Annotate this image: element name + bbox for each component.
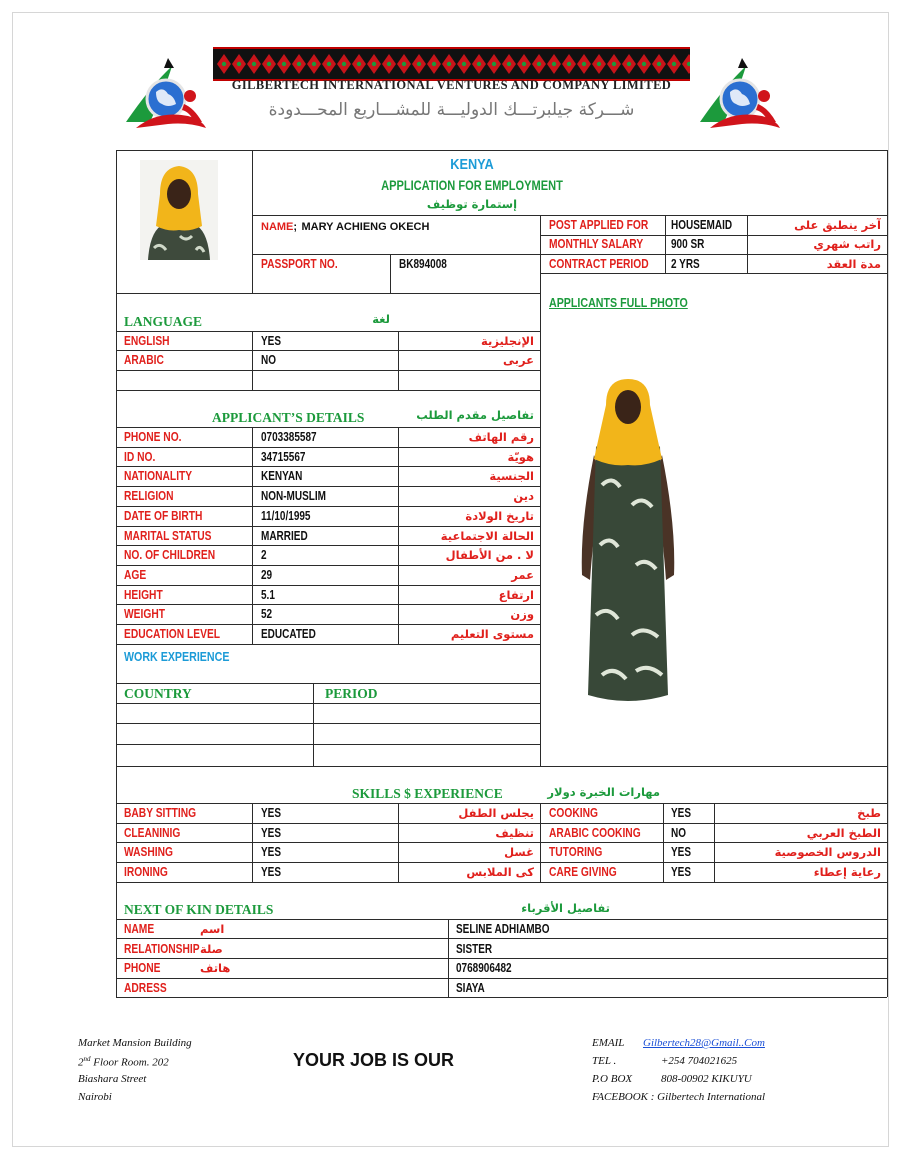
col-line [390, 254, 391, 293]
applicant-row-value: 5.1 [261, 587, 275, 602]
applicant-row-value: NON-MUSLIM [261, 489, 326, 504]
skill-label: IRONING [124, 865, 168, 880]
skill-value: YES [261, 845, 282, 860]
skill-value: YES [671, 865, 692, 880]
applicant-row-value: EDUCATED [261, 627, 316, 641]
banner-dot [597, 62, 601, 66]
skill-value: YES [261, 865, 282, 880]
applicant-row-ar: رقم الهاتف [468, 430, 534, 444]
banner-dot [657, 62, 661, 66]
banner-dot [297, 62, 301, 66]
row-line [116, 370, 540, 371]
banner-dot [567, 62, 571, 66]
skill-label: TUTORING [549, 845, 603, 860]
skill-value: YES [261, 825, 282, 840]
skill-ar: الدروس الخصوصية [774, 845, 881, 860]
footer-email-link[interactable]: Gilbertech28@Gmail..Com [643, 1037, 765, 1049]
company-logo-right [692, 52, 782, 137]
banner-dot [417, 62, 421, 66]
col-line [252, 331, 253, 390]
applicant-row-value: KENYAN [261, 469, 303, 484]
footer-address-1: Market Mansion Building [78, 1037, 192, 1049]
country-heading: KENYA [450, 156, 494, 173]
photo-box-right [252, 150, 253, 293]
kin-row-value: SISTER [456, 941, 493, 956]
banner-dot [342, 62, 346, 66]
name-label: NAME [261, 221, 294, 233]
skill-value: NO [671, 825, 686, 840]
language-row-value: NO [261, 353, 276, 367]
skill-value: YES [671, 845, 692, 860]
language-row-ar: عربى [503, 353, 534, 367]
skill-ar: تنظيف [495, 825, 534, 840]
skill-label: ARABIC COOKING [549, 825, 641, 840]
language-row-label: ARABIC [124, 353, 164, 367]
row-line [116, 723, 540, 724]
applicant-row-label: HEIGHT [124, 587, 163, 602]
kin-row-label: NAME [124, 922, 155, 936]
applicant-row-label: EDUCATION LEVEL [124, 627, 221, 641]
applicant-title: APPLICANT’S DETAILS [212, 410, 365, 425]
skill-ar: رعاية إعطاء [813, 865, 881, 880]
applicant-row-label: MARITAL STATUS [124, 528, 212, 543]
skills-title-ar: مهارات الخبرة دولار [547, 785, 660, 799]
applicant-row-value: 2 [261, 548, 267, 563]
skill-ar: غسل [504, 845, 534, 860]
col-line [540, 803, 541, 882]
applicant-row-label: NATIONALITY [124, 469, 193, 484]
contract-value: 2 YRS [671, 257, 700, 271]
kin-row-ar [200, 979, 246, 998]
banner-dot [462, 62, 466, 66]
applicant-row-label: AGE [124, 567, 147, 582]
language-title: LANGUAGE [124, 314, 203, 329]
applicant-row-value: MARRIED [261, 528, 308, 543]
col-line [663, 803, 664, 882]
applicant-row-ar: الجنسية [489, 469, 534, 484]
applicant-row-label: DATE OF BIRTH [124, 508, 203, 523]
photo-box-top [116, 150, 252, 151]
skill-label: COOKING [549, 806, 598, 820]
applicant-row-label: ID NO. [124, 449, 156, 464]
applicant-row-value: 0703385587 [261, 430, 317, 444]
kin-row-label: PHONE [124, 961, 161, 976]
kin-title-ar: تفاصيل الأقرباء [521, 901, 610, 915]
kin-row-ar: هاتف [200, 961, 231, 976]
applicant-row-ar: دين [513, 489, 534, 504]
skill-label: CARE GIVING [549, 865, 617, 880]
footer-pobox-label: P.O BOX [592, 1073, 633, 1085]
contract-ar: مدة العقد [826, 257, 881, 271]
applicant-row-label: PHONE NO. [124, 430, 182, 444]
work-period-header: PERIOD [325, 686, 378, 701]
table-border-left [116, 150, 117, 997]
post-value: HOUSEMAID [671, 218, 733, 232]
col-line [313, 683, 314, 766]
banner-dot [507, 62, 511, 66]
skill-ar: الطبخ العربي [806, 825, 881, 840]
language-row-value: YES [261, 334, 282, 348]
banner-dot [612, 62, 616, 66]
salary-value: 900 SR [671, 237, 705, 251]
post-ar: آخر ينطبق على [794, 218, 881, 232]
applicant-full-photo [572, 375, 684, 705]
banner-dot [357, 62, 361, 66]
col-line [540, 215, 541, 766]
applicant-row-ar: لا . من الأطفال [445, 548, 534, 563]
col-line [398, 803, 399, 882]
company-logo-left [118, 52, 208, 137]
skill-label: WASHING [124, 845, 173, 860]
skill-label: CLEANINIG [124, 825, 181, 840]
applicant-row-value: 52 [261, 607, 273, 622]
banner-dot [327, 62, 331, 66]
language-row-ar: الإنجليزية [481, 334, 534, 348]
banner-dot [492, 62, 496, 66]
skill-value: YES [671, 806, 692, 820]
banner-dot [642, 62, 646, 66]
banner-dot [627, 62, 631, 66]
footer-motto: YOUR JOB IS OUR [293, 1050, 455, 1070]
col-line [448, 919, 449, 997]
row-line [116, 293, 540, 294]
contract-label: CONTRACT PERIOD [549, 257, 649, 271]
kin-title: NEXT OF KIN DETAILS [124, 902, 274, 917]
kin-row-ar: صلة [200, 941, 223, 956]
banner-dot [432, 62, 436, 66]
applicant-row-ar: الحالة الاجتماعية [440, 528, 534, 543]
skills-title: SKILLS $ EXPERIENCE [352, 786, 503, 801]
footer-email-label: EMAIL [592, 1037, 625, 1049]
applicant-row-ar: ارتفاع [498, 587, 534, 602]
table-border-right [887, 150, 888, 997]
row-line [116, 744, 540, 745]
row-line [116, 644, 540, 645]
col-line [398, 427, 399, 645]
applicant-row-label: RELIGION [124, 489, 174, 504]
banner-dot [237, 62, 241, 66]
footer-tel-value: +254 704021625 [661, 1055, 738, 1067]
passport-value: BK894008 [399, 257, 447, 271]
name-value: MARY ACHIENG OKECH [301, 221, 430, 233]
kin-row-value: SELINE ADHIAMBO [456, 922, 550, 936]
col-line [252, 803, 253, 882]
col-line [714, 803, 715, 882]
company-name-en: GILBERTECH INTERNATIONAL VENTURES AND COMPANY LIMITED [231, 78, 672, 92]
banner-dot [372, 62, 376, 66]
applicant-row-label: NO. OF CHILDREN [124, 548, 216, 563]
banner-dot [447, 62, 451, 66]
passport-photo [140, 160, 218, 260]
name-row [261, 216, 531, 235]
language-row-label: ENGLISH [124, 334, 170, 348]
applicant-row-ar: وزن [510, 607, 534, 622]
footer-facebook: FACEBOOK : Gilbertech International [592, 1091, 766, 1103]
table-border-top [252, 150, 887, 151]
applicant-row-ar: مستوى التعليم [450, 627, 534, 641]
work-experience-title: WORK EXPERIENCE [124, 649, 230, 664]
col-line [398, 331, 399, 390]
row-line [116, 703, 540, 704]
skill-ar: يجلس الطفل [458, 806, 534, 820]
row-line [116, 766, 887, 767]
language-title-ar: لغة [372, 312, 390, 326]
skill-label: BABY SITTING [124, 806, 197, 820]
kin-row-ar: اسم [200, 922, 225, 936]
applicant-row-label: WEIGHT [124, 607, 165, 622]
salary-label: MONTHLY SALARY [549, 237, 644, 251]
form-title: APPLICATION FOR EMPLOYMENT [381, 178, 563, 193]
form-title-ar: إستمارة توظيف [426, 197, 518, 211]
banner-dot [552, 62, 556, 66]
company-name-ar: شـــركة جيلبرتـــك الدوليـــة للمشـــاريع المحـــدودة [268, 100, 635, 120]
applicant-row-ar: تاريخ الولادة [465, 508, 534, 523]
post-label: POST APPLIED FOR [549, 218, 649, 232]
applicant-row-ar: هويّة [507, 449, 534, 464]
banner-dot [522, 62, 526, 66]
applicant-title-ar: تفاصيل مقدم الطلب [416, 408, 534, 422]
footer-tel-label: TEL . [592, 1055, 617, 1067]
banner-dot [672, 62, 676, 66]
col-line [252, 427, 253, 645]
banner-dot [222, 62, 226, 66]
banner-dot [582, 62, 586, 66]
skill-ar: طبخ [857, 806, 881, 820]
name-separator: ; [293, 221, 298, 233]
col-line [747, 215, 748, 273]
kin-row-value: SIAYA [456, 980, 485, 995]
banner-dot [252, 62, 256, 66]
footer-address-3: Biashara Street [78, 1073, 147, 1085]
skill-ar: كى الملابس [466, 865, 534, 880]
passport-label: PASSPORT NO. [261, 257, 338, 271]
applicant-row-ar: عمر [511, 567, 534, 582]
row-line [116, 882, 887, 883]
banner-dot [402, 62, 406, 66]
row-line [116, 390, 540, 391]
banner-dot [282, 62, 286, 66]
applicant-row-value: 34715567 [261, 449, 306, 464]
decorative-banner [213, 47, 690, 81]
banner-dot [267, 62, 271, 66]
col-line [665, 215, 666, 273]
banner-dot [312, 62, 316, 66]
footer-pobox-value: 808-00902 KIKUYU [661, 1073, 752, 1085]
kin-row-label: ADRESS [124, 980, 167, 995]
applicant-row-value: 11/10/1995 [261, 508, 311, 523]
salary-ar: راتب شهري [813, 237, 881, 251]
skill-value: YES [261, 806, 282, 820]
kin-row-value: 0768906482 [456, 961, 512, 976]
work-country-header: COUNTRY [124, 686, 192, 701]
kin-row-label: RELATIONSHIP [124, 941, 200, 956]
banner-dot [537, 62, 541, 66]
footer-address-2: 2nd Floor Room. 202 [78, 1055, 169, 1069]
banner-dot [387, 62, 391, 66]
applicant-row-value: 29 [261, 567, 273, 582]
banner-dot [477, 62, 481, 66]
full-photo-label: APPLICANTS FULL PHOTO [549, 295, 688, 310]
footer-address-4: Nairobi [78, 1091, 112, 1103]
